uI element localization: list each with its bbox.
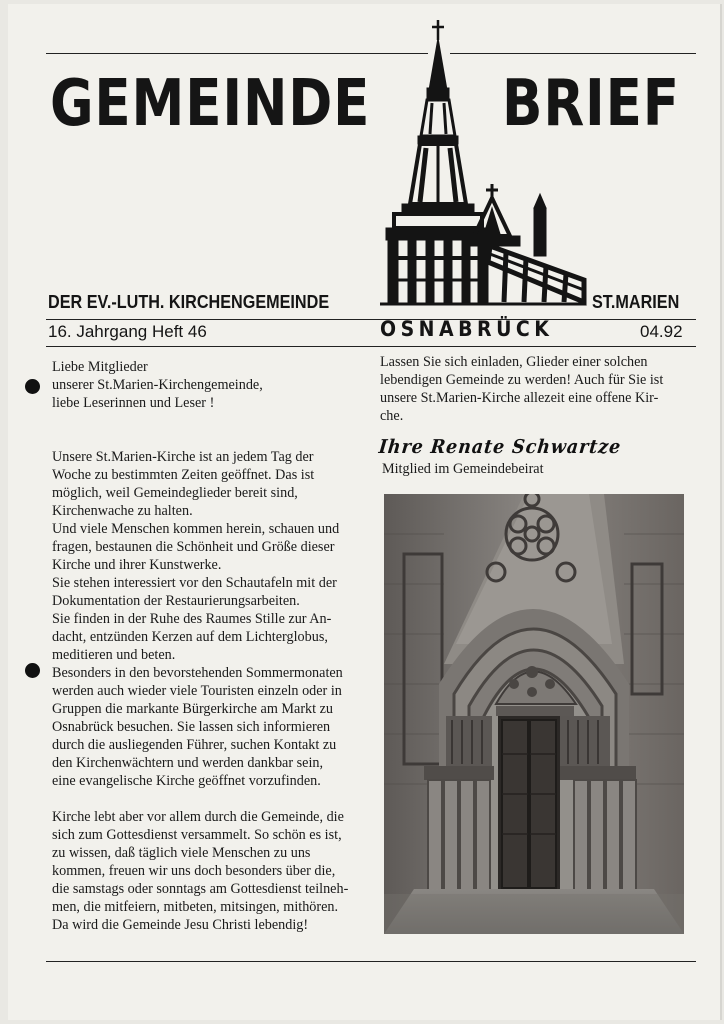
signature-role: Mitglied im Gemeindebeirat: [382, 461, 544, 477]
masthead-subtitle-right: ST.MARIEN: [592, 292, 680, 312]
greeting: Liebe Mitglieder unserer St.Marien-Kirchengemeinde, liebe Leserinnen und Leser !: [52, 359, 263, 411]
masthead-title-left: GEMEINDE: [50, 67, 371, 141]
body-paragraph-3: Kirche lebt aber vor allem durch die Gemeinde, die sich zum Gottesdienst versammelt. So schön es ist, zu wissen, daß täglich viele Menschen zu uns kommen, freuen wir uns doch besonders über die, die samstags oder sonntags am Gottesdienst teilneh- men, die mitfeiern, mitbeten, mitsingen, mithören. Da wird die Gemeinde Jesu Christi lebendig!: [52, 809, 349, 933]
top-rule-left: [46, 53, 428, 54]
meta-rule: [46, 346, 696, 347]
hole-punch-icon: [25, 379, 40, 394]
church-spire-illustration: [380, 18, 590, 310]
body-paragraph-1: Unsere St.Marien-Kirche ist an jedem Tag der Woche zu bestimmten Zeiten geöffnet. Das ist möglich, weil Gemeindeglieder bereit sind, Kirchenwache zu halten. Und viele Menschen kommen herein, schauen und fragen, bestaunen die Schönheit und Größe dieser Kirche und ihrer Kunstwerke. Sie stehen interessiert vor den Schautafeln mit der Dokumentation der Restaurierungsarbeiten. Sie finden in der Ruhe des Raumes Stille zur An- dacht, entzünden Kerzen auf dem Lichterglobus, meditieren und beten.: [52, 449, 340, 663]
church-portal-photo: [384, 494, 684, 934]
bottom-rule: [46, 961, 696, 962]
church-portal-image: [384, 494, 684, 934]
church-spire-icon: [380, 20, 586, 304]
hole-punch-icon: [25, 663, 40, 678]
invitation-text: Lassen Sie sich einladen, Glieder einer solchen lebendigen Gemeinde zu werden! Auch für Sie ist unsere St.Marien-Kirche allezeit eine offene Kir- che.: [380, 354, 664, 424]
body-paragraph-2: Besonders in den bevorstehenden Sommermonaten werden auch wieder viele Touristen einzeln oder in Gruppen die markante Bürgerkirche am Markt zu Osnabrück besuchen. Sie lassen sich informieren durch die ausliegenden Führer, suchen Kontakt zu den Kirchenwächtern und werden dankbar sein, eine evangelische Kirche geöffnet vorzufinden.: [52, 665, 343, 789]
masthead-title-right: BRIEF: [502, 67, 680, 141]
volume-issue: 16. Jahrgang Heft 46: [48, 322, 207, 341]
subtitle-rule: [46, 319, 696, 320]
issue-date: 04.92: [640, 322, 683, 341]
masthead-city: OSNABRÜCK: [380, 317, 554, 341]
handwritten-signature: Ihre Renate Schwartze: [377, 436, 623, 458]
masthead-subtitle-left: DER EV.-LUTH. KIRCHENGEMEINDE: [48, 292, 330, 312]
